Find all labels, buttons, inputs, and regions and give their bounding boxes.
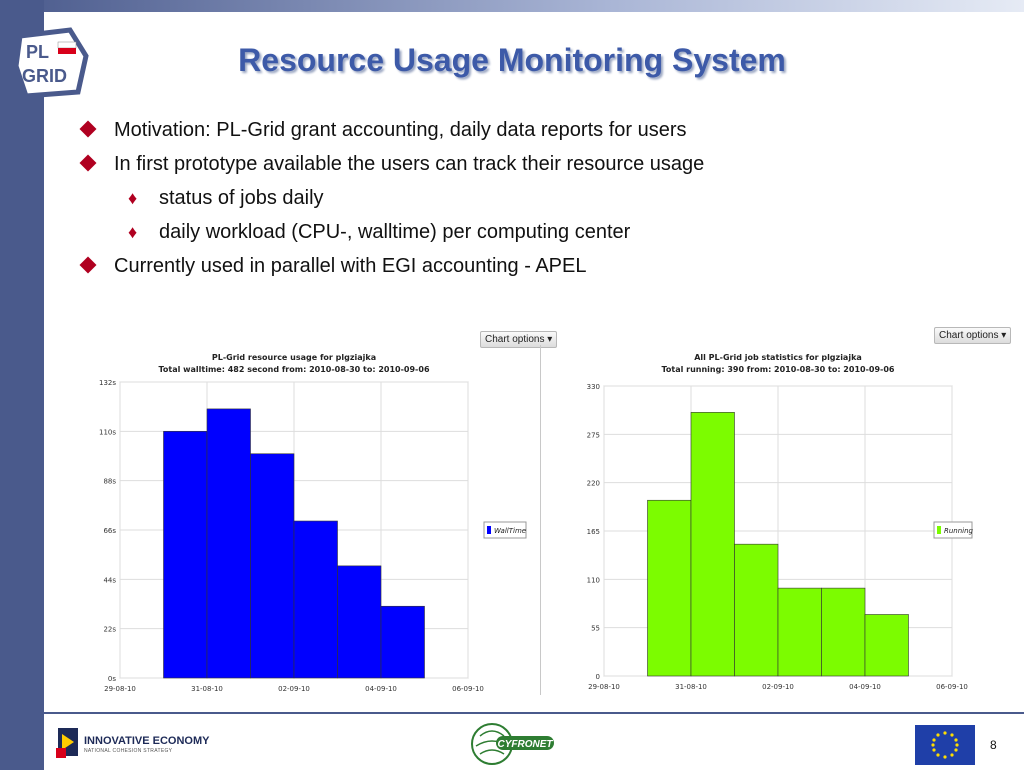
chart-bar — [338, 566, 382, 678]
y-tick-label: 66s — [103, 527, 116, 535]
y-tick-label: 132s — [98, 379, 116, 387]
x-tick-label: 06-09-10 — [936, 683, 968, 691]
y-tick-label: 330 — [586, 383, 600, 391]
bullet-item — [80, 116, 980, 150]
small-diamond-bullet-icon: ♦ — [128, 222, 138, 242]
legend-swatch — [937, 526, 941, 534]
chart-subtitle: Total walltime: 482 second from: 2010-08-30 to: 2010-09-06 — [158, 365, 430, 374]
page-number: 8 — [990, 738, 997, 752]
y-tick-label: 110 — [586, 576, 600, 585]
chart-bar — [294, 521, 338, 678]
x-tick-label: 02-09-10 — [762, 683, 794, 691]
innovative-economy-label: INNOVATIVE ECONOMY — [84, 735, 210, 747]
bullet-text: daily workload (CPU-, walltime) per computing center — [159, 221, 631, 243]
walltime-chart — [96, 346, 536, 698]
chart-title: All PL-Grid job statistics for plgziajka — [694, 353, 862, 362]
y-tick-label: 110s — [98, 428, 116, 437]
chart-bar — [251, 454, 295, 678]
svg-text:GRID: GRID — [22, 66, 67, 86]
x-tick-label: 29-08-10 — [588, 683, 620, 691]
chart-options-button-walltime[interactable]: Chart options ▾ — [480, 331, 557, 348]
chart-divider — [540, 345, 541, 695]
legend-swatch — [487, 526, 491, 534]
legend-label: WallTime — [494, 527, 527, 535]
x-tick-label: 31-08-10 — [675, 683, 707, 691]
bullet-list — [80, 116, 980, 286]
y-tick-label: 55 — [591, 624, 600, 633]
innovative-economy-logo-icon — [56, 724, 82, 760]
y-tick-label: 0s — [107, 675, 116, 683]
chart-subtitle: Total running: 390 from: 2010-08-30 to: 2010-09-06 — [661, 365, 895, 374]
chart-bar — [207, 409, 251, 678]
svg-text:CYFRONET: CYFRONET — [497, 739, 553, 750]
y-tick-label: 220 — [586, 479, 600, 488]
diamond-bullet-icon — [80, 121, 97, 138]
chart-bar — [778, 588, 822, 676]
y-tick-label: 0 — [595, 673, 600, 681]
small-diamond-bullet-icon: ♦ — [128, 188, 138, 208]
sub-bullet-item — [80, 184, 980, 218]
chart-options-button-jobs[interactable]: Chart options ▾ — [934, 327, 1011, 344]
x-tick-label: 04-09-10 — [849, 683, 881, 691]
chart-title: PL-Grid resource usage for plgziajka — [211, 353, 377, 362]
y-tick-label: 22s — [103, 625, 116, 634]
x-tick-label: 31-08-10 — [191, 685, 223, 693]
chart-bar — [865, 614, 909, 676]
slide-title: Resource Usage Monitoring System — [238, 42, 786, 78]
left-banner — [0, 0, 44, 768]
chart-bar — [648, 500, 692, 676]
x-tick-label: 02-09-10 — [278, 685, 310, 693]
bullet-text: Motivation: PL-Grid grant accounting, daily data reports for users — [114, 119, 687, 141]
national-cohesion-label: NATIONAL COHESION STRATEGY — [84, 748, 173, 754]
x-tick-label: 06-09-10 — [452, 685, 484, 693]
bullet-text: status of jobs daily — [159, 187, 324, 209]
chart-bar — [381, 606, 425, 678]
chart-bar — [822, 588, 866, 676]
bullet-item — [80, 252, 980, 286]
x-tick-label: 04-09-10 — [365, 685, 397, 693]
job-statistics-chart — [580, 346, 980, 698]
sub-bullet-item — [80, 218, 980, 252]
diamond-bullet-icon — [80, 257, 97, 274]
eu-flag-icon — [915, 725, 975, 765]
chart-bar — [164, 431, 208, 678]
y-tick-label: 44s — [103, 576, 116, 585]
diamond-bullet-icon — [80, 155, 97, 172]
bullet-text: In first prototype available the users can track their resource usage — [114, 153, 705, 175]
y-tick-label: 88s — [103, 477, 116, 486]
cyfronet-logo — [470, 722, 560, 766]
chart-bar — [735, 544, 779, 676]
bullet-item — [80, 150, 980, 184]
chart-bar — [691, 412, 735, 676]
legend-label: Running — [944, 527, 973, 535]
x-tick-label: 29-08-10 — [104, 685, 136, 693]
y-tick-label: 275 — [586, 431, 600, 440]
y-tick-label: 165 — [586, 528, 600, 536]
svg-text:PL: PL — [26, 42, 50, 62]
bullet-text: Currently used in parallel with EGI accounting - APEL — [114, 255, 587, 277]
top-banner — [0, 0, 1024, 12]
